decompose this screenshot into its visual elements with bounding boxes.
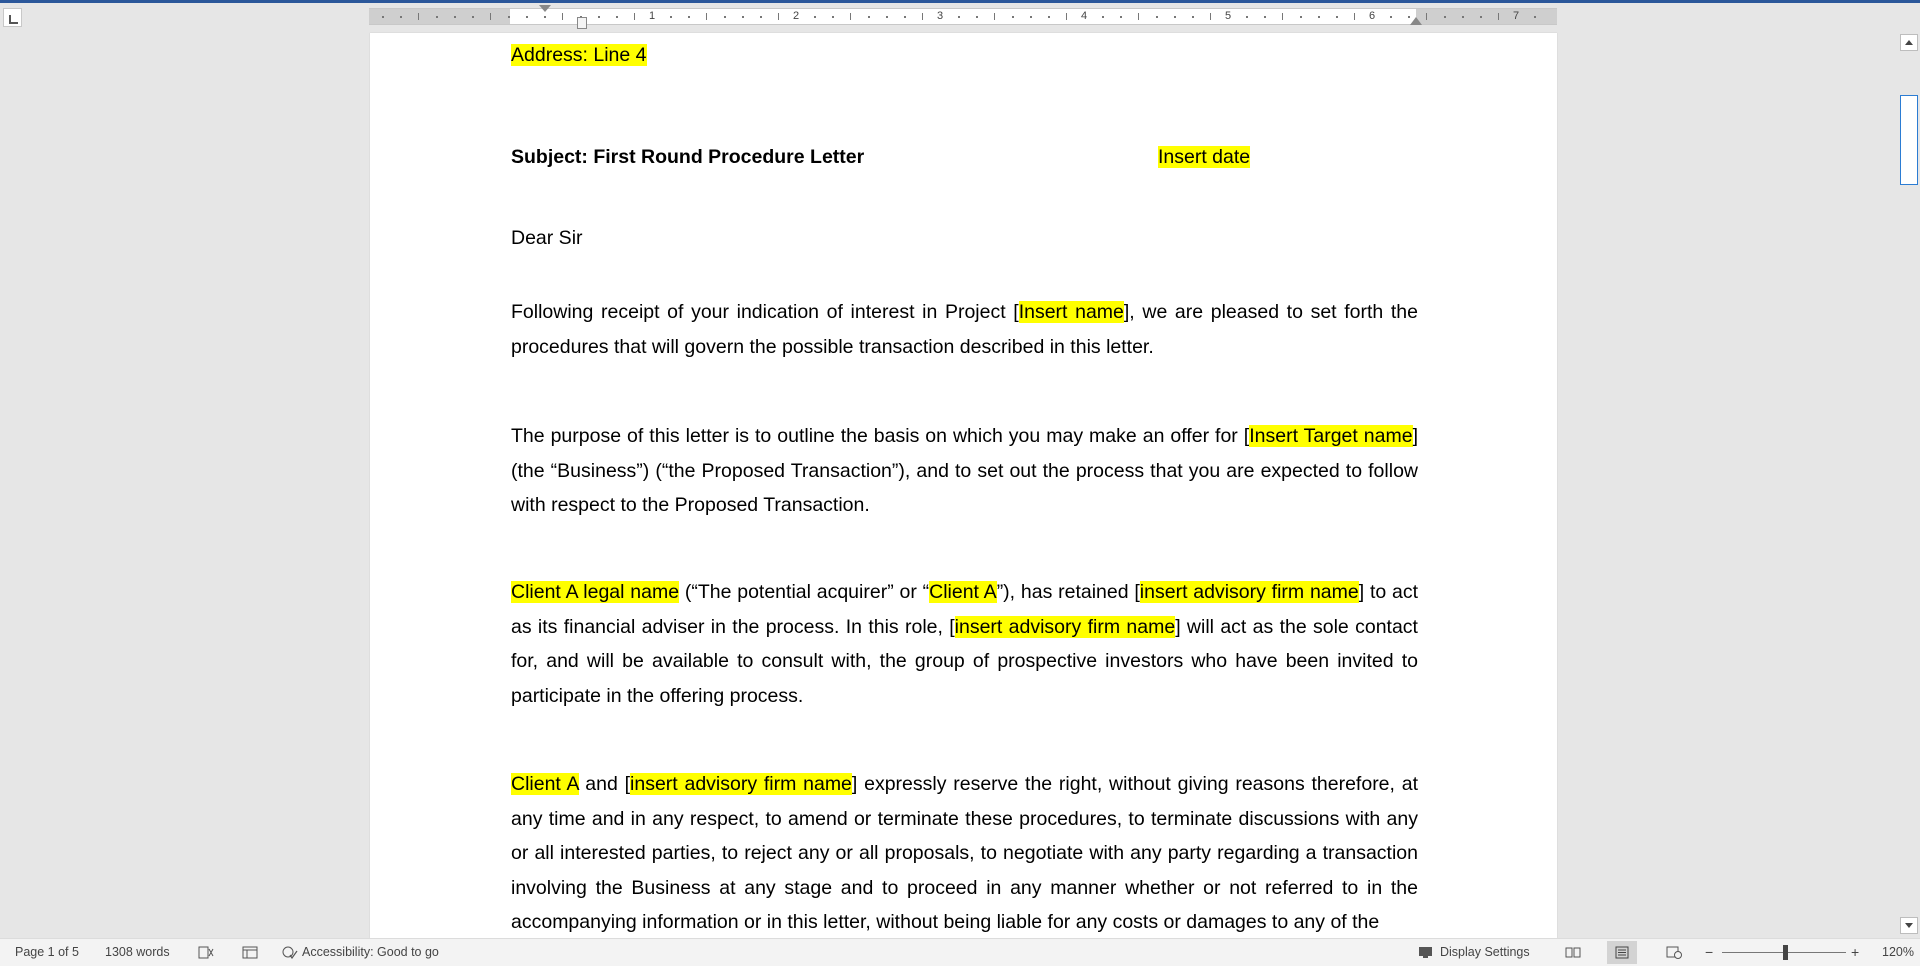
- ruler-mark: [868, 16, 870, 18]
- vertical-scrollbar[interactable]: [1898, 33, 1920, 938]
- ruler-mark: [706, 13, 707, 20]
- ruler-mark: [1174, 16, 1176, 18]
- ruler-mark: [1264, 16, 1266, 18]
- ruler-mark: [598, 16, 600, 18]
- zoom-slider-thumb[interactable]: [1783, 945, 1788, 960]
- ruler-mark: [904, 16, 906, 18]
- ruler-mark: [1426, 13, 1427, 20]
- accessibility-status[interactable]: Accessibility: Good to go: [302, 945, 439, 959]
- ruler-mark: [850, 13, 851, 20]
- zoom-in-button[interactable]: +: [1851, 944, 1860, 960]
- first-line-indent-marker[interactable]: [539, 5, 551, 12]
- ruler-mark: [724, 16, 726, 18]
- ruler-mark: [1300, 16, 1302, 18]
- ruler-mark: [1282, 13, 1283, 20]
- ruler-number: 1: [648, 10, 656, 22]
- ruler-mark: [994, 13, 995, 20]
- ruler-mark: [1066, 13, 1067, 20]
- ruler-number: 7: [1512, 10, 1520, 22]
- ruler-mark: [742, 16, 744, 18]
- read-mode-icon: [1565, 946, 1581, 959]
- arrow-down-icon: [1905, 923, 1913, 928]
- ruler-mark: [832, 16, 834, 18]
- ruler-mark: [544, 16, 546, 18]
- subject-line: Subject: First Round Procedure Letter: [511, 146, 865, 168]
- ruler-number: 5: [1224, 10, 1232, 22]
- ruler-mark: [1156, 16, 1158, 18]
- zoom-level[interactable]: 120%: [1882, 945, 1914, 959]
- accessibility-icon[interactable]: [282, 946, 298, 959]
- page-count[interactable]: Page 1 of 5: [15, 945, 79, 959]
- ruler-mark: [760, 16, 762, 18]
- ruler-number: 2: [792, 10, 800, 22]
- ruler-number: 6: [1368, 10, 1376, 22]
- web-layout-icon: [1666, 946, 1682, 959]
- right-indent-marker[interactable]: [1410, 17, 1422, 25]
- salutation: Dear Sir: [511, 227, 583, 249]
- ruler-mark: [1048, 16, 1050, 18]
- ruler-mark: [670, 16, 672, 18]
- ruler-mark: [976, 16, 978, 18]
- paragraph-4: Client A and [insert advisory firm name] expressly reserve the right, without giving reasons therefore, at any time and in any respect, to amend or terminate these procedures, to terminate discussions with any or all interested parties, to reject any or all proposals, to negotiate with any party regarding a transaction involving the Business at any stage and to proceed in any manner whether or not referred to in the accompanying information or in this letter, without being liable for any costs or damages to any of the: [511, 773, 1418, 934]
- paragraph-2: The purpose of this letter is to outline the basis on which you may make an offer for [Insert Target name] (the “Business”) (“the Proposed Transaction”), and to set out the process that you are expected to follow with respect to the Proposed Transaction.: [511, 425, 1418, 517]
- address-line: Address: Line 4: [511, 44, 647, 66]
- ruler-mark: [1192, 16, 1194, 18]
- ruler-number: 3: [936, 10, 944, 22]
- paragraph-1: Following receipt of your indication of interest in Project [Insert name], we are pleased to set forth the procedures that will govern the possible transaction described in this letter.: [511, 301, 1418, 358]
- ruler-mark: [1318, 16, 1320, 18]
- ruler-mark: [1012, 16, 1014, 18]
- proofing-icon[interactable]: [198, 946, 214, 959]
- print-layout-icon: [1614, 946, 1630, 959]
- scroll-thumb[interactable]: [1900, 95, 1918, 185]
- ruler-mark: [922, 13, 923, 20]
- ruler-mark: [634, 13, 635, 20]
- scroll-down-button[interactable]: [1900, 917, 1918, 934]
- ruler-mark: [1030, 16, 1032, 18]
- display-settings-icon[interactable]: [1418, 946, 1434, 959]
- ruler-mark: [1138, 13, 1139, 20]
- print-layout-button[interactable]: [1607, 941, 1637, 964]
- status-bar: [0, 938, 1920, 966]
- web-layout-button[interactable]: [1659, 941, 1689, 964]
- ruler-mark: [454, 16, 456, 18]
- ruler-mark: [400, 16, 402, 18]
- ruler-mark: [1534, 16, 1536, 18]
- ruler-mark: [814, 16, 816, 18]
- read-mode-button[interactable]: [1558, 941, 1588, 964]
- ruler-mark: [1444, 16, 1446, 18]
- ruler-mark: [562, 13, 563, 20]
- paragraph-3: Client A legal name (“The potential acquirer” or “Client A”), has retained [insert advisory firm name] to act as its financial adviser in the process. In this role, [insert advisory firm name] will act as the sole contact for, and will be available to consult with, the group of prospective investors who have been invited to participate in the offering process.: [511, 581, 1419, 707]
- ruler-mark: [472, 16, 474, 18]
- ruler-mark: [1390, 16, 1392, 18]
- ruler-mark: [1480, 16, 1482, 18]
- display-settings-button[interactable]: Display Settings: [1440, 945, 1530, 959]
- date-placeholder: Insert date: [1158, 146, 1251, 168]
- ruler-mark: [418, 13, 419, 20]
- ruler-mark: [1336, 16, 1338, 18]
- ruler-number: 4: [1080, 10, 1088, 22]
- ruler-mark: [1354, 13, 1355, 20]
- ruler-mark: [508, 16, 510, 18]
- ruler-mark: [958, 16, 960, 18]
- ruler-mark: [1102, 16, 1104, 18]
- arrow-up-icon: [1905, 40, 1913, 45]
- document-page[interactable]: [370, 33, 1557, 938]
- ruler-mark: [490, 13, 491, 20]
- tab-stop-selector[interactable]: [3, 8, 22, 27]
- ruler-mark: [382, 16, 384, 18]
- title-accent-line: [0, 0, 1920, 3]
- ruler-mark: [778, 13, 779, 20]
- ruler-mark: [1462, 16, 1464, 18]
- ruler-left-margin: [369, 9, 510, 24]
- zoom-out-button[interactable]: −: [1705, 944, 1714, 960]
- scroll-up-button[interactable]: [1900, 34, 1918, 51]
- ruler-mark: [526, 16, 528, 18]
- hanging-indent-marker[interactable]: [577, 17, 587, 29]
- ruler-mark: [616, 16, 618, 18]
- ruler-mark: [886, 16, 888, 18]
- ruler-mark: [436, 16, 438, 18]
- macro-recording-icon[interactable]: [242, 946, 258, 959]
- ruler-mark: [688, 16, 690, 18]
- ruler-mark: [1498, 13, 1499, 20]
- word-count[interactable]: 1308 words: [105, 945, 170, 959]
- ruler-mark: [1210, 13, 1211, 20]
- ruler-mark: [1120, 16, 1122, 18]
- ruler-mark: [1246, 16, 1248, 18]
